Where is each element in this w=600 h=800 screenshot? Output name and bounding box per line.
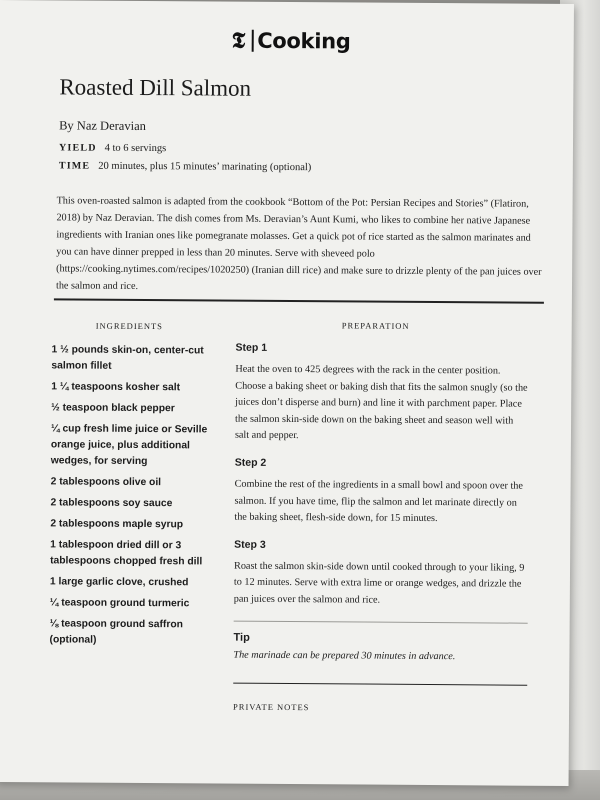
time-label: TIME xyxy=(58,160,91,172)
nyt-t-icon: 𝕿 xyxy=(231,27,246,54)
step-text: Combine the rest of the ingredients in a small bowl and spoon over the salmon. If you have time, flip the salmon and let marinate directly on the baking sheet, flesh-side down, for 15 minutes. xyxy=(234,478,523,525)
ingredients-column xyxy=(49,320,219,654)
ingredients-list xyxy=(49,342,219,649)
recipe-title: Roasted Dill Salmon xyxy=(59,74,252,101)
ingredients-heading: INGREDIENTS xyxy=(95,320,163,332)
nyt-cooking-logo xyxy=(232,28,351,55)
ingredient-item: 2 tablespoons soy sauce xyxy=(50,497,173,510)
yield-label: YIELD xyxy=(58,142,97,154)
step-text: Heat the oven to 425 degrees with the rack in the center position. Choose a baking sheet or baking dish that fits the salmon snugly (so the juices don’t disperse and burn) and line it with parchment paper. Place the salmon skin-side down on the baking sheet and season well with salt and pepper. xyxy=(234,363,528,442)
tip-divider xyxy=(234,620,528,623)
time-value: 20 minutes, plus 15 minutes’ marinating (optional) xyxy=(98,160,312,174)
ingredient-item: ¼ cup fresh lime juice or Seville orange juice, plus additional wedges, for serving xyxy=(50,423,208,468)
ingredient-item: 1 large garlic clove, crushed xyxy=(49,576,189,589)
private-notes-heading: PRIVATE NOTES xyxy=(233,701,310,713)
ingredient-item: ¼ teaspoon ground turmeric xyxy=(49,597,190,610)
logo-wordmark: Cooking xyxy=(257,28,351,54)
step-title: Step 3 xyxy=(234,538,266,551)
yield-value: 4 to 6 servings xyxy=(104,142,167,155)
step-2 xyxy=(234,457,528,529)
preparation-column xyxy=(233,320,530,714)
ingredient-item: 1 ½ pounds skin-on, center-cut salmon fillet xyxy=(51,344,204,372)
step-title: Step 1 xyxy=(235,341,268,354)
ingredient-item: 2 tablespoons maple syrup xyxy=(50,518,184,531)
ingredient-item: ⅛ teaspoon ground saffron (optional) xyxy=(49,618,183,646)
time-row xyxy=(59,160,312,173)
yield-row xyxy=(59,142,166,154)
preparation-heading: PREPARATION xyxy=(341,320,410,331)
recipe-intro: This oven-roasted salmon is adapted from the cookbook “Bottom of the Pot: Persian Recipes and Stories” (Flatiron, 2018) by Naz Deravian. The dish comes from Ms. Deravian’s Aunt Kumi, who likes to combine her native Japanese ingredients with Iranian ones like pomegranate molasses. Get a quick pot of rice started as the salmon marinates and you can have dinner prepped in less than 20 minutes. Serve with sheveed polo (https://cooking.nytimes.com/recipes/1020250) (Iranian dill rice) and make sure to drizzle plenty of the pan juices over the salmon and rice. xyxy=(55,195,542,292)
ingredient-item: 1 tablespoon dried dill or 3 tablespoons chopped fresh dill xyxy=(50,539,203,568)
step-3 xyxy=(234,538,528,610)
ingredient-item: ½ teaspoon black pepper xyxy=(51,402,175,415)
step-text: Roast the salmon skin-side down until cooked through to your liking, 9 to 12 minutes. Serve with extra lime or orange wedges, and drizzle the pan juices over the salmon and rice. xyxy=(233,560,525,606)
step-title: Step 2 xyxy=(234,456,267,469)
ingredient-item: 1 ¼ teaspoons kosher salt xyxy=(51,381,181,394)
tip-title: Tip xyxy=(233,631,250,644)
ingredient-item: 2 tablespoons olive oil xyxy=(50,476,162,489)
recipe-byline: By Naz Deravian xyxy=(59,118,146,134)
notes-divider xyxy=(233,682,527,686)
tip-text: The marinade can be prepared 30 minutes in advance. xyxy=(233,649,456,662)
logo-divider xyxy=(251,30,253,52)
section-divider xyxy=(54,298,544,303)
step-1 xyxy=(235,342,530,447)
